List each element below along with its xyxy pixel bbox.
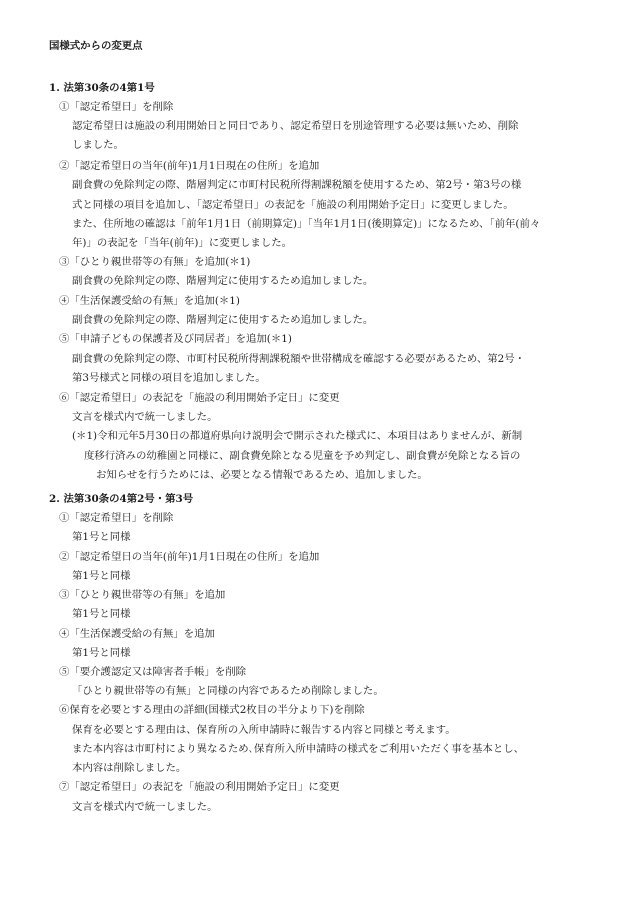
footnote-line: (＊1)令和元年5月30日の都道府県向け説明会で開示された様式に、本項目はありませんが、新制 (72, 430, 523, 442)
item-description: 文言を様式内で統一しました。 (72, 411, 218, 423)
item-label: ①「認定希望日」を削除 (59, 101, 174, 113)
item-description: 式と同様の項目を追加し、「認定希望日」の表記を「施設の利用開始予定日」に変更しました。 (72, 199, 514, 211)
item-description: 第1号と同様 (72, 570, 131, 582)
item-description: 「ひとり親世帯等の有無」と同様の内容であるため削除しました。 (72, 685, 384, 697)
footnote-line: 度移行済みの幼稚園と同様に、副食費免除となる児童を予め判定し、副食費が免除となる旨の (84, 450, 521, 462)
item-description: 副食費の免除判定の際、階層判定に市町村民税所得割課税額を使用するため、第2号・第3号の様 (72, 179, 522, 191)
item-label: ③「ひとり親世帯等の有無」を追加 (59, 589, 226, 601)
item-description: 副食費の免除判定の際、市町村民税所得割課税額や世帯構成を確認する必要があるため、第2号・ (72, 353, 525, 365)
section-heading: 1. 法第30条の4第1号 (49, 82, 155, 94)
item-label: ⑤「要介護認定又は障害者手帳」を削除 (59, 666, 247, 678)
item-label: ④「生活保護受給の有無」を追加(＊1) (59, 295, 240, 307)
item-description: 文言を様式内で統一しました。 (72, 801, 218, 813)
item-description: また本内容は市町村により異なるため､保育所入所申請時の様式をご利用いただく事を基本とし、 (72, 743, 524, 755)
item-description: 副食費の免除判定の際、階層判定に使用するため追加しました。 (72, 314, 374, 326)
item-description: また、住所地の確認は「前年1月1日（前期算定)」「当年1月1日(後期算定)」になるため、「前年(前々 (72, 218, 541, 230)
item-label: ③「ひとり親世帯等の有無」を追加(＊1) (59, 256, 251, 268)
item-description: 第3号様式と同様の項目を追加しました。 (72, 372, 266, 384)
item-description: しました。 (72, 139, 124, 151)
item-description: 認定希望日は施設の利用開始日と同日であり、認定希望日を別途管理する必要は無いため、削除 (72, 120, 519, 132)
item-description: 第1号と同様 (72, 647, 131, 659)
section-heading: 2. 法第30条の4第2号・第3号 (49, 493, 194, 505)
item-label: ④「生活保護受給の有無」を追加 (59, 628, 215, 640)
item-description: 第1号と同様 (72, 531, 131, 543)
item-description: 保育を必要とする理由は、保育所の入所申請時に報告する内容と同様と考えます。 (72, 724, 456, 736)
item-description: 本内容は削除しました。 (72, 762, 187, 774)
item-description: 第1号と同様 (72, 608, 131, 620)
item-label: ⑥「認定希望日」の表記を「施設の利用開始予定日」に変更 (59, 392, 340, 404)
item-label: ②「認定希望日の当年(前年)1月1日現在の住所」を追加 (59, 160, 320, 172)
item-label: ②「認定希望日の当年(前年)1月1日現在の住所」を追加 (59, 551, 320, 563)
item-description: 年)」の表記を「当年(前年)」に変更しました。 (72, 237, 292, 249)
page-title: 国様式からの変更点 (49, 40, 143, 52)
item-label: ⑥保育を必要とする理由の詳細(国様式2枚目の半分より下)を削除 (59, 704, 365, 716)
footnote-line: お知らせを行うためには、必要となる情報であるため、追加しました。 (96, 469, 428, 481)
item-description: 副食費の免除判定の際、階層判定に使用するため追加しました。 (72, 275, 374, 287)
item-label: ⑦「認定希望日」の表記を「施設の利用開始予定日」に変更 (59, 781, 340, 793)
item-label: ①「認定希望日」を削除 (59, 512, 174, 524)
item-label: ⑤「申請子どもの保護者及び同居者」を追加(＊1) (59, 333, 292, 345)
